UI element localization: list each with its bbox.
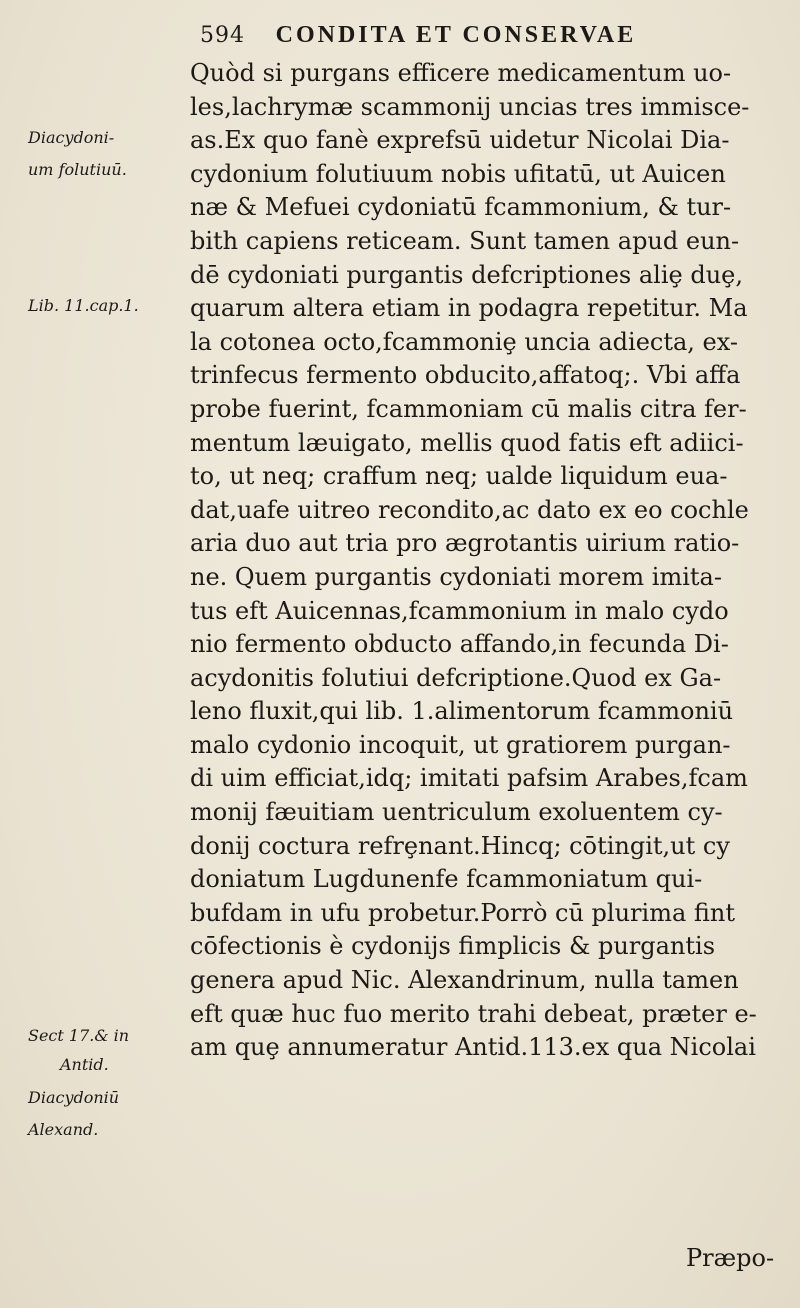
page-number: 594 [200, 23, 245, 48]
text-line: bith capiens reticeam. Sunt tamen apud eun- [190, 226, 740, 255]
text-line: genera apud Nic. Alexandrinum, nulla tamen [190, 966, 739, 995]
text-line: trinfecus fermento obducito,affatoq;. Vbi affa [190, 361, 741, 390]
text-line: monij fæuitiam uentriculum exoluentem cy- [190, 798, 723, 827]
text-line: acydonitis folutiui defcriptione.Quod ex Ga- [190, 663, 722, 692]
text-line: Quòd si purgans efficere medicamentum uo- [190, 59, 732, 87]
text-line: dat,uafe uitreo recondito,ac dato ex eo cochle [190, 495, 749, 524]
text-line: nio fermento obducto affando,in fecunda Di- [190, 630, 729, 659]
text-line: cōfectionis è cydonijs fimplicis & purgantis [190, 932, 716, 961]
text-line: am quȩ annumeratur Antid.113.ex qua Nicolai [190, 1033, 756, 1062]
running-title: CONDITA ET CONSERVAE [275, 22, 637, 48]
margin-note: Alexand. [28, 1120, 99, 1139]
text-line: malo cydonio incoquit, ut gratiorem purgan- [190, 730, 731, 759]
text-line: di uim efficiat,idq; imitati pafsim Arabes,fcam [190, 764, 748, 793]
text-line: donij coctura refrȩnant.Hincq; cōtingit,ut cy [190, 831, 730, 860]
margin-note: um folutiuū. [28, 160, 127, 179]
margin-note: Diacydoniū [28, 1088, 120, 1107]
text-line: la cotonea octo,fcammoniȩ uncia adiecta, ex- [190, 327, 738, 356]
margin-note: Lib. 11.cap.1. [28, 296, 139, 315]
text-line: as.Ex quo fanè exprefsū uidetur Nicolai Dia- [190, 126, 730, 155]
text-line: cydonium folutiuum nobis ufitatū, ut Auicen [190, 159, 726, 188]
text-line: doniatum Lugdunenfe fcammoniatum qui- [190, 865, 703, 894]
catchword: Præpo- [686, 1244, 775, 1272]
text-line: ne. Quem purgantis cydoniati morem imita- [190, 562, 722, 591]
text-line: leno fluxit,qui lib. 1.alimentorum fcammoniū [190, 697, 734, 726]
text-line: bufdam in ufu probetur.Porrò cū plurima fint [190, 898, 735, 927]
running-header [200, 20, 770, 49]
margin-note: Diacydoni- [28, 128, 115, 147]
margin-note: Sect 17.& in [28, 1026, 130, 1045]
text-line: les,lachrymæ scammonij uncias tres immisce- [190, 92, 750, 121]
text-line: næ & Mefuei cydoniatū fcammonium, & tur- [190, 193, 732, 222]
margin-note: Antid. [60, 1055, 109, 1074]
text-line: aria duo aut tria pro ægrotantis uirium ratio- [190, 529, 740, 558]
text-line: to, ut neq; craffum neq; ualde liquidum eua- [190, 462, 728, 491]
main-text-block [190, 57, 780, 1065]
text-line: eft quæ huc fuo merito trahi debeat, præter e- [190, 999, 757, 1028]
text-line: tus eft Auicennas,fcammonium in malo cydo [190, 596, 729, 625]
text-line: probe fuerint, fcammoniam cū malis citra fer- [190, 394, 747, 423]
text-line: dē cydoniati purgantis defcriptiones aliȩ duȩ, [190, 260, 744, 289]
text-line: mentum læuigato, mellis quod fatis eft adiici- [190, 428, 744, 457]
text-line: quarum altera etiam in podagra repetitur. Ma [190, 294, 748, 323]
